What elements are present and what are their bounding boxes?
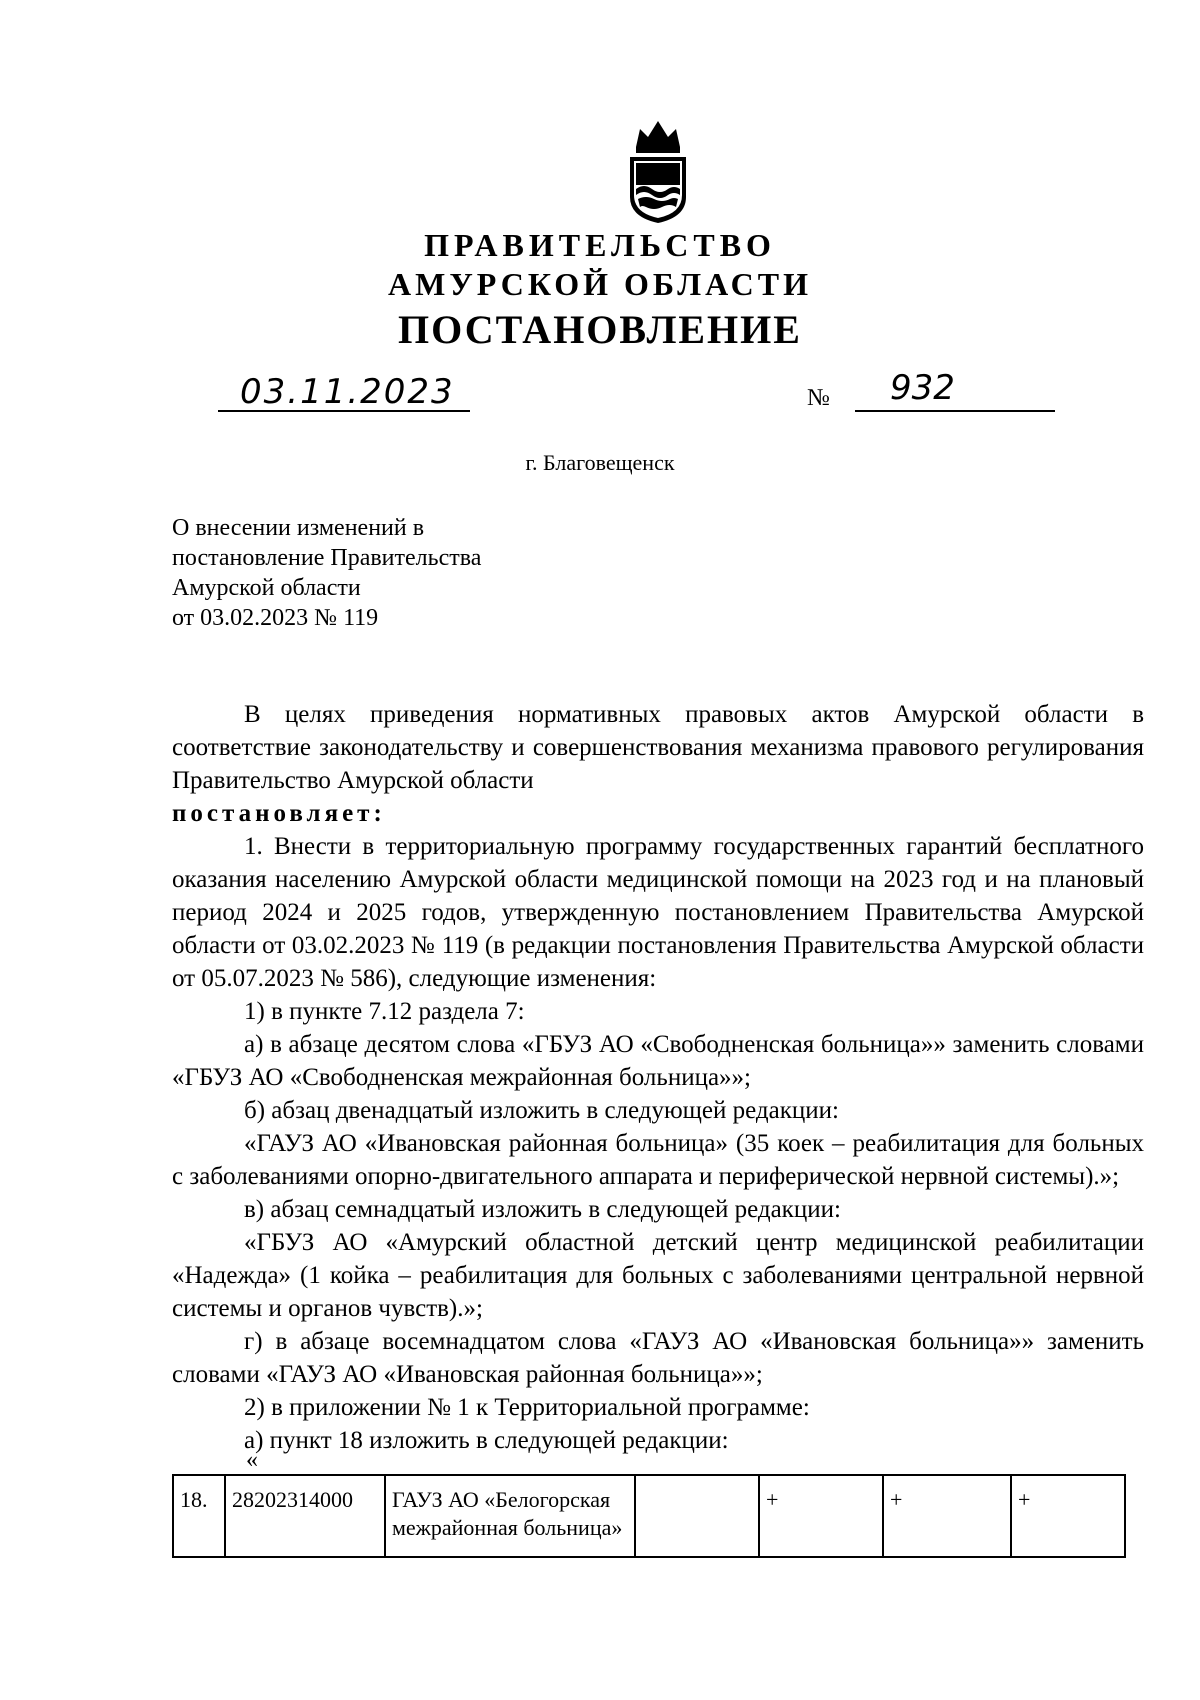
number-label: № (807, 385, 830, 411)
document-number: 932 (890, 368, 955, 408)
open-quote: « (246, 1447, 258, 1473)
table-cell-col7: + (1011, 1475, 1125, 1557)
city-name: г. Благовещенск (525, 450, 675, 475)
table-cell-col6: + (883, 1475, 1011, 1557)
clinic-table (172, 1474, 1126, 1558)
government-title-line2: АМУРСКОЙ ОБЛАСТИ (388, 266, 812, 302)
item-1-1-v-paragraph: в) абзац семнадцатый изложить в следующей редакции: (244, 1196, 841, 1223)
preamble-paragraph: В целях приведения нормативных правовых актов Амурской области в соответствие законодательству и совершенствования механизма правового регулирования Правительство Амурской области (172, 701, 1144, 794)
item-1-1-g-paragraph: г) в абзаце восемнадцатом слова «ГАУЗ АО «Ивановская больница»» заменить словами «ГАУЗ АО «Ивановская районная больница»»; (172, 1328, 1144, 1388)
table-cell-num: 18. (173, 1475, 225, 1557)
subject-line: О внесении изменений в (172, 515, 425, 541)
decree-word: постановляет: (172, 800, 386, 827)
subject-line: от 03.02.2023 № 119 (172, 605, 379, 631)
document-type-title: ПОСТАНОВЛЕНИЕ (398, 307, 802, 352)
document-subject (172, 513, 592, 633)
table-cell-name: ГАУЗ АО «Белогорская межрайонная больница» (385, 1475, 635, 1557)
table-cell-col5: + (759, 1475, 883, 1557)
subject-line: постановление Правительства (172, 545, 482, 571)
item-1-1-a-paragraph: а) в абзаце десятом слова «ГБУЗ АО «Свободненская больница»» заменить словами «ГБУЗ АО «Свободненская межрайонная больница»»; (172, 1031, 1144, 1091)
government-title-line1: ПРАВИТЕЛЬСТВО (424, 227, 776, 263)
document-body (172, 698, 1144, 1457)
coat-of-arms-icon (622, 117, 694, 225)
item-1-1-b-text: «ГАУЗ АО «Ивановская районная больница» (35 коек – реабилитация для больных с заболеваниями опорно-двигательного аппарата и периферической нервной системы).»; (172, 1130, 1144, 1190)
item-1-1-v-text: «ГБУЗ АО «Амурский областной детский центр медицинской реабилитации «Надежда» (1 койка – реабилитация для больных с заболеваниями центральной нервной системы и органов чувств).»; (172, 1229, 1144, 1322)
table-row (173, 1475, 1125, 1557)
item-1-paragraph: 1. Внести в территориальную программу государственных гарантий бесплатного оказания населению Амурской области медицинской помощи на 2023 год и на плановый период 2024 и 2025 годов, утвержденную постановлением Правительства Амурской области от 03.02.2023 № 119 (в редакции постановления Правительства Амурской области от 05.07.2023 № 586), следующие изменения: (172, 833, 1144, 992)
item-1-2-a-paragraph: а) пункт 18 изложить в следующей редакции: (244, 1427, 729, 1454)
document-date: 03.11.2023 (240, 372, 455, 412)
item-1-2-paragraph: 2) в приложении № 1 к Территориальной программе: (244, 1394, 810, 1421)
subject-line: Амурской области (172, 575, 361, 601)
date-underline (218, 410, 470, 412)
item-1-1-b-paragraph: б) абзац двенадцатый изложить в следующей редакции: (244, 1097, 839, 1124)
table-cell-code: 28202314000 (225, 1475, 385, 1557)
item-1-1-paragraph: 1) в пункте 7.12 раздела 7: (244, 998, 525, 1025)
number-underline (855, 410, 1055, 412)
table-cell-col4 (635, 1475, 759, 1557)
